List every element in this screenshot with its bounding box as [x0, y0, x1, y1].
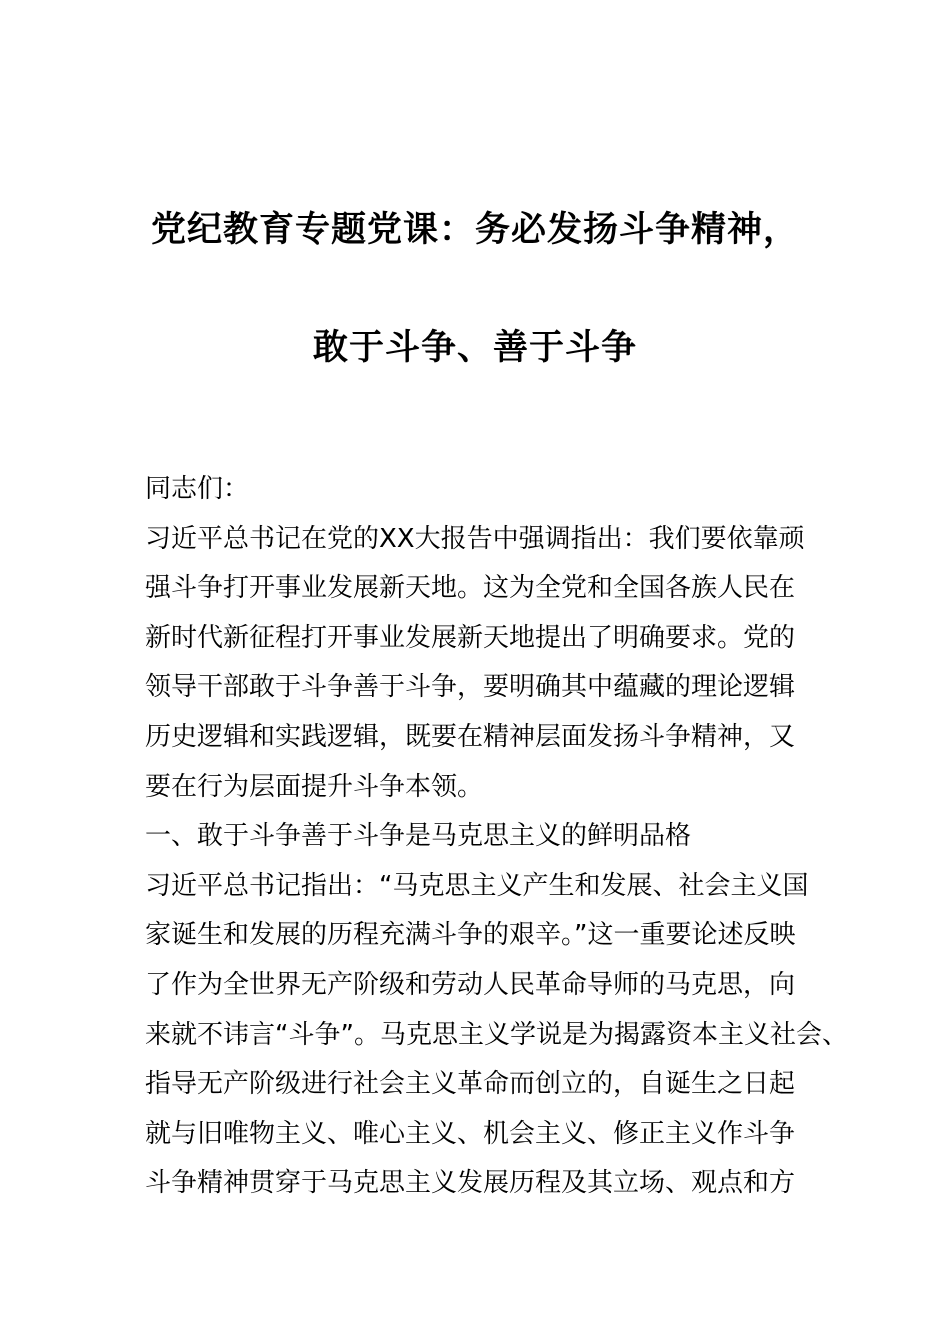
- salutation: 同志们：: [145, 474, 250, 504]
- paragraph-line: 家诞生和发展的历程充满斗争的艰辛。”这一重要论述反映: [145, 920, 796, 951]
- document-title-line-2: 敢于斗争、善于斗争: [312, 328, 637, 368]
- paragraph-line: 要在行为层面提升斗争本领。: [145, 771, 484, 802]
- paragraph-line: 就与旧唯物主义、唯心主义、机会主义、修正主义作斗争: [145, 1118, 796, 1149]
- section-heading: 一、敢于斗争善于斗争是马克思主义的鲜明品格: [145, 821, 692, 852]
- paragraph-line: 习近平总书记在党的XX大报告中强调指出：我们要依靠顽: [145, 523, 805, 554]
- paragraph-line: 历史逻辑和实践逻辑，既要在精神层面发扬斗争精神，又: [145, 721, 796, 752]
- document-title-line-1: 党纪教育专题党课：务必发扬斗争精神，: [150, 210, 799, 250]
- document-body: [145, 465, 848, 1209]
- paragraph-line: 习近平总书记指出：“马克思主义产生和发展、社会主义国: [145, 870, 809, 901]
- paragraph-line: 指导无产阶级进行社会主义革命而创立的，自诞生之日起: [145, 1069, 796, 1100]
- paragraph-line: 新时代新征程打开事业发展新天地提出了明确要求。党的: [145, 622, 796, 653]
- paragraph-line: 领导干部敢于斗争善于斗争，要明确其中蕴藏的理论逻辑: [145, 672, 796, 703]
- paragraph-line: 了作为全世界无产阶级和劳动人民革命导师的马克思，向: [145, 969, 796, 1000]
- paragraph-line: 来就不讳言“斗争”。马克思主义学说是为揭露资本主义社会、: [145, 1019, 848, 1050]
- paragraph-line: 斗争精神贯穿于马克思主义发展历程及其立场、观点和方: [145, 1168, 796, 1199]
- paragraph-line: 强斗争打开事业发展新天地。这为全党和全国各族人民在: [145, 573, 796, 604]
